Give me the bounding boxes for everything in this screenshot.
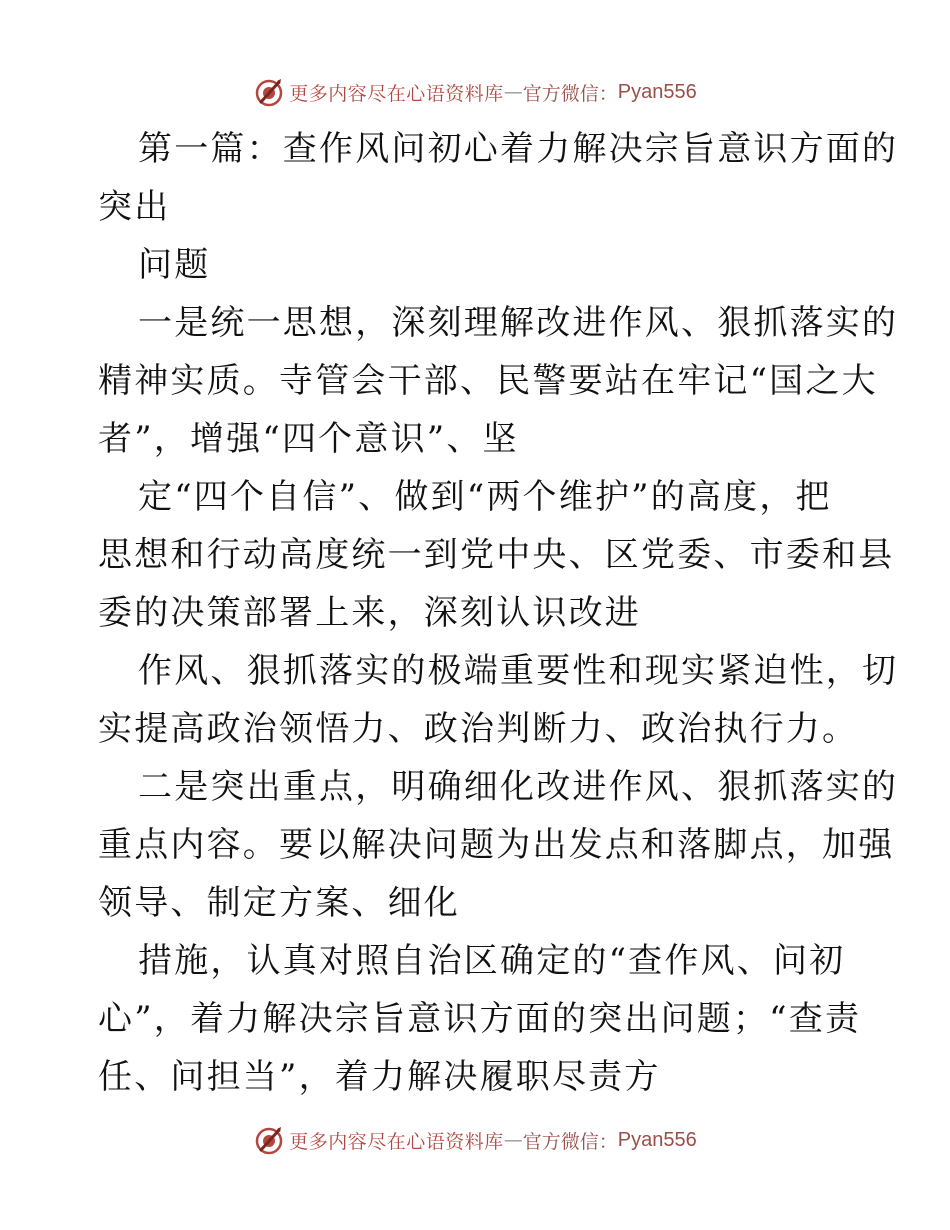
paragraph-line: 者”，增强“四个意识”、坚 [98,419,519,459]
paragraph-line: 领导、制定方案、细化 [98,883,460,923]
paragraph-line: 任、问担当”，着力解决履职尽责方 [98,1057,661,1097]
pen-circle-logo-icon [253,76,285,108]
banner-dash: — [503,1129,523,1151]
banner-title: 更多内容尽在心语资料库 [289,1130,504,1153]
paragraph-line: 委的决策部署上来，深刻认识改进 [98,593,641,633]
banner-wechat-label: 官方微信： [522,1130,618,1153]
header-banner [0,72,950,112]
doc-title-line: 突出 [98,187,171,227]
paragraph-line: 实提高政治领悟力、政治判断力、政治执行力。 [98,709,859,749]
paragraph-line: 定“四个自信”、做到“两个维护”的高度，把 [138,477,832,517]
banner-wechat-label: 官方微信： [522,82,618,105]
paragraph-line: 心”，着力解决宗旨意识方面的突出问题；“查责 [98,999,862,1039]
paragraph-line: 思想和行动高度统一到党中央、区党委、市委和县 [98,535,895,575]
paragraph-line: 重点内容。要以解决问题为出发点和落脚点，加强 [98,825,895,865]
document-body [98,120,899,1106]
pen-circle-logo-icon [253,1124,285,1156]
doc-title-line: 第一篇：查作风问初心着力解决宗旨意识方面的 [138,129,899,169]
paragraph-line: 二是突出重点，明确细化改进作风、狠抓落实的 [138,767,899,807]
paragraph-line: 精神实质。寺管会干部、民警要站在牢记“国之大 [98,361,878,401]
banner-title: 更多内容尽在心语资料库 [289,82,504,105]
footer-banner [0,1120,950,1160]
banner-wechat-id: Pyan556 [617,80,697,103]
paragraph-line: 措施，认真对照自治区确定的“查作风、问初 [138,941,846,981]
banner-wechat-id: Pyan556 [617,1128,697,1151]
banner-dash: — [503,81,523,103]
paragraph-line: 一是统一思想，深刻理解改进作风、狠抓落实的 [138,303,899,343]
doc-title-line: 问题 [138,245,211,285]
paragraph-line: 作风、狠抓落实的极端重要性和现实紧迫性，切 [138,651,899,691]
